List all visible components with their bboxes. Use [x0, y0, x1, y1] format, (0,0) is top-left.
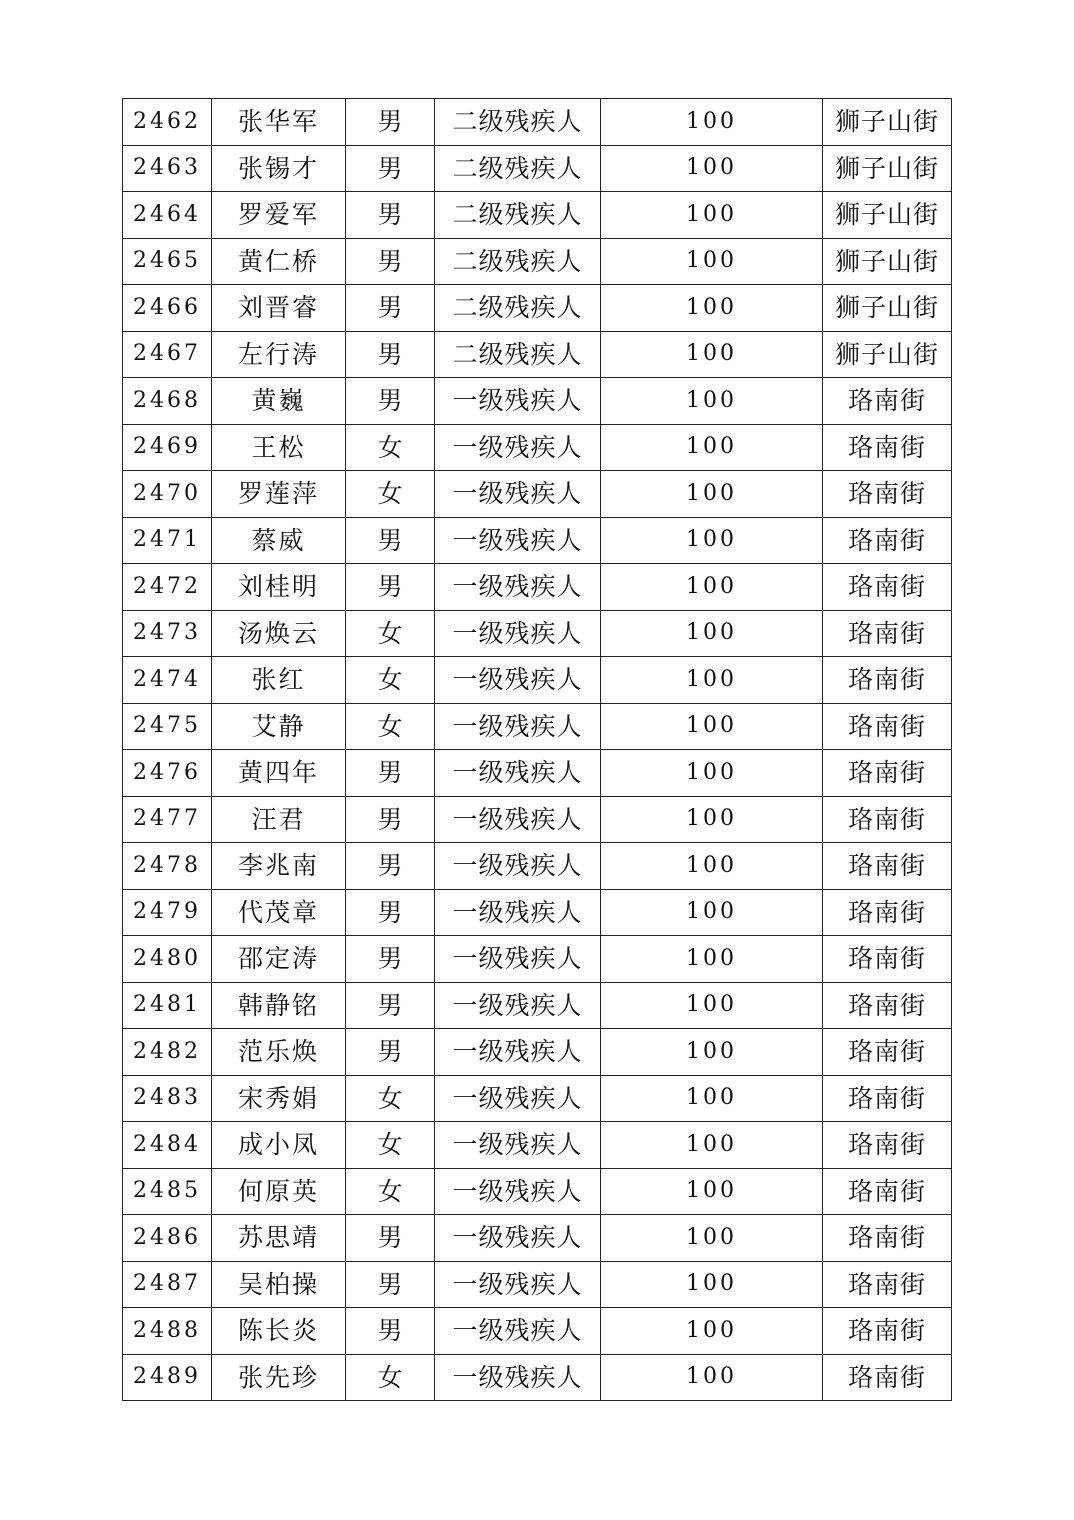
- table-row: [123, 796, 952, 843]
- table-row: [123, 192, 952, 239]
- table-row: [123, 1354, 952, 1401]
- amount-cell: 100: [601, 1122, 823, 1169]
- roster-table-body: [123, 99, 952, 1401]
- amount-cell: 100: [601, 1075, 823, 1122]
- serial-number-cell: 2479: [123, 889, 212, 936]
- gender-cell: 男: [346, 936, 435, 983]
- disability-level-cell: 一级残疾人: [435, 610, 601, 657]
- serial-number-cell: 2471: [123, 517, 212, 564]
- disability-level-cell: 一级残疾人: [435, 1308, 601, 1355]
- disability-level-cell: 一级残疾人: [435, 889, 601, 936]
- street-cell: 珞南街: [823, 517, 952, 564]
- gender-cell: 女: [346, 471, 435, 518]
- disability-level-cell: 二级残疾人: [435, 238, 601, 285]
- table-row: [123, 285, 952, 332]
- disability-level-cell: 一级残疾人: [435, 1122, 601, 1169]
- gender-cell: 男: [346, 1261, 435, 1308]
- gender-cell: 女: [346, 703, 435, 750]
- disability-level-cell: 二级残疾人: [435, 331, 601, 378]
- disability-level-cell: 一级残疾人: [435, 1261, 601, 1308]
- table-row: [123, 936, 952, 983]
- roster-table: [122, 98, 952, 1401]
- amount-cell: 100: [601, 750, 823, 797]
- street-cell: 珞南街: [823, 1122, 952, 1169]
- table-row: [123, 1168, 952, 1215]
- name-cell: 陈长炎: [212, 1308, 346, 1355]
- disability-level-cell: 二级残疾人: [435, 99, 601, 146]
- amount-cell: 100: [601, 1308, 823, 1355]
- gender-cell: 女: [346, 1075, 435, 1122]
- street-cell: 珞南街: [823, 750, 952, 797]
- gender-cell: 男: [346, 982, 435, 1029]
- name-cell: 罗爱军: [212, 192, 346, 239]
- name-cell: 蔡威: [212, 517, 346, 564]
- serial-number-cell: 2477: [123, 796, 212, 843]
- name-cell: 汤焕云: [212, 610, 346, 657]
- table-row: [123, 424, 952, 471]
- gender-cell: 男: [346, 889, 435, 936]
- gender-cell: 女: [346, 657, 435, 704]
- serial-number-cell: 2464: [123, 192, 212, 239]
- name-cell: 刘桂明: [212, 564, 346, 611]
- disability-level-cell: 一级残疾人: [435, 1075, 601, 1122]
- serial-number-cell: 2475: [123, 703, 212, 750]
- table-row: [123, 1215, 952, 1262]
- disability-level-cell: 一级残疾人: [435, 657, 601, 704]
- street-cell: 珞南街: [823, 889, 952, 936]
- serial-number-cell: 2489: [123, 1354, 212, 1401]
- street-cell: 珞南街: [823, 1075, 952, 1122]
- street-cell: 狮子山街: [823, 192, 952, 239]
- street-cell: 狮子山街: [823, 238, 952, 285]
- amount-cell: 100: [601, 378, 823, 425]
- table-row: [123, 610, 952, 657]
- disability-level-cell: 二级残疾人: [435, 192, 601, 239]
- serial-number-cell: 2485: [123, 1168, 212, 1215]
- serial-number-cell: 2481: [123, 982, 212, 1029]
- street-cell: 珞南街: [823, 564, 952, 611]
- serial-number-cell: 2472: [123, 564, 212, 611]
- table-row: [123, 1122, 952, 1169]
- gender-cell: 女: [346, 1354, 435, 1401]
- street-cell: 珞南街: [823, 471, 952, 518]
- amount-cell: 100: [601, 982, 823, 1029]
- amount-cell: 100: [601, 889, 823, 936]
- disability-level-cell: 一级残疾人: [435, 1215, 601, 1262]
- serial-number-cell: 2484: [123, 1122, 212, 1169]
- serial-number-cell: 2482: [123, 1029, 212, 1076]
- name-cell: 代茂章: [212, 889, 346, 936]
- amount-cell: 100: [601, 1029, 823, 1076]
- gender-cell: 男: [346, 285, 435, 332]
- gender-cell: 男: [346, 1308, 435, 1355]
- street-cell: 狮子山街: [823, 331, 952, 378]
- table-row: [123, 1261, 952, 1308]
- disability-level-cell: 二级残疾人: [435, 145, 601, 192]
- name-cell: 汪君: [212, 796, 346, 843]
- name-cell: 左行涛: [212, 331, 346, 378]
- table-row: [123, 517, 952, 564]
- street-cell: 珞南街: [823, 1354, 952, 1401]
- name-cell: 苏思靖: [212, 1215, 346, 1262]
- street-cell: 狮子山街: [823, 99, 952, 146]
- amount-cell: 100: [601, 796, 823, 843]
- table-row: [123, 750, 952, 797]
- name-cell: 宋秀娟: [212, 1075, 346, 1122]
- amount-cell: 100: [601, 610, 823, 657]
- table-row: [123, 657, 952, 704]
- name-cell: 张先珍: [212, 1354, 346, 1401]
- gender-cell: 男: [346, 1215, 435, 1262]
- street-cell: 珞南街: [823, 1308, 952, 1355]
- street-cell: 狮子山街: [823, 145, 952, 192]
- name-cell: 邵定涛: [212, 936, 346, 983]
- amount-cell: 100: [601, 517, 823, 564]
- name-cell: 黄四年: [212, 750, 346, 797]
- name-cell: 韩静铭: [212, 982, 346, 1029]
- table-row: [123, 703, 952, 750]
- gender-cell: 男: [346, 517, 435, 564]
- name-cell: 王松: [212, 424, 346, 471]
- table-row: [123, 331, 952, 378]
- table-row: [123, 1308, 952, 1355]
- gender-cell: 男: [346, 238, 435, 285]
- name-cell: 范乐焕: [212, 1029, 346, 1076]
- amount-cell: 100: [601, 424, 823, 471]
- street-cell: 珞南街: [823, 1168, 952, 1215]
- gender-cell: 男: [346, 796, 435, 843]
- name-cell: 张红: [212, 657, 346, 704]
- serial-number-cell: 2483: [123, 1075, 212, 1122]
- serial-number-cell: 2470: [123, 471, 212, 518]
- amount-cell: 100: [601, 331, 823, 378]
- serial-number-cell: 2469: [123, 424, 212, 471]
- serial-number-cell: 2467: [123, 331, 212, 378]
- gender-cell: 男: [346, 750, 435, 797]
- gender-cell: 女: [346, 1168, 435, 1215]
- disability-level-cell: 一级残疾人: [435, 982, 601, 1029]
- amount-cell: 100: [601, 1261, 823, 1308]
- disability-level-cell: 一级残疾人: [435, 843, 601, 890]
- disability-level-cell: 一级残疾人: [435, 1168, 601, 1215]
- amount-cell: 100: [601, 238, 823, 285]
- serial-number-cell: 2478: [123, 843, 212, 890]
- street-cell: 珞南街: [823, 610, 952, 657]
- amount-cell: 100: [601, 1215, 823, 1262]
- gender-cell: 男: [346, 331, 435, 378]
- serial-number-cell: 2474: [123, 657, 212, 704]
- table-row: [123, 378, 952, 425]
- amount-cell: 100: [601, 285, 823, 332]
- street-cell: 珞南街: [823, 378, 952, 425]
- amount-cell: 100: [601, 657, 823, 704]
- name-cell: 李兆南: [212, 843, 346, 890]
- gender-cell: 女: [346, 1122, 435, 1169]
- disability-level-cell: 一级残疾人: [435, 703, 601, 750]
- serial-number-cell: 2465: [123, 238, 212, 285]
- serial-number-cell: 2463: [123, 145, 212, 192]
- street-cell: 珞南街: [823, 703, 952, 750]
- gender-cell: 男: [346, 1029, 435, 1076]
- disability-level-cell: 一级残疾人: [435, 796, 601, 843]
- name-cell: 成小凤: [212, 1122, 346, 1169]
- disability-level-cell: 一级残疾人: [435, 471, 601, 518]
- table-row: [123, 564, 952, 611]
- amount-cell: 100: [601, 471, 823, 518]
- amount-cell: 100: [601, 703, 823, 750]
- table-row: [123, 238, 952, 285]
- gender-cell: 男: [346, 99, 435, 146]
- serial-number-cell: 2487: [123, 1261, 212, 1308]
- gender-cell: 男: [346, 843, 435, 890]
- table-row: [123, 843, 952, 890]
- disability-level-cell: 一级残疾人: [435, 1029, 601, 1076]
- amount-cell: 100: [601, 843, 823, 890]
- disability-level-cell: 一级残疾人: [435, 424, 601, 471]
- gender-cell: 女: [346, 610, 435, 657]
- table-row: [123, 982, 952, 1029]
- table-row: [123, 1029, 952, 1076]
- amount-cell: 100: [601, 99, 823, 146]
- amount-cell: 100: [601, 936, 823, 983]
- street-cell: 珞南街: [823, 1215, 952, 1262]
- street-cell: 珞南街: [823, 1261, 952, 1308]
- table-row: [123, 471, 952, 518]
- name-cell: 罗莲萍: [212, 471, 346, 518]
- disability-level-cell: 一级残疾人: [435, 378, 601, 425]
- street-cell: 珞南街: [823, 657, 952, 704]
- disability-level-cell: 一级残疾人: [435, 517, 601, 564]
- street-cell: 珞南街: [823, 796, 952, 843]
- table-row: [123, 1075, 952, 1122]
- gender-cell: 女: [346, 424, 435, 471]
- name-cell: 吴柏操: [212, 1261, 346, 1308]
- street-cell: 狮子山街: [823, 285, 952, 332]
- disability-level-cell: 一级残疾人: [435, 564, 601, 611]
- street-cell: 珞南街: [823, 936, 952, 983]
- serial-number-cell: 2473: [123, 610, 212, 657]
- serial-number-cell: 2462: [123, 99, 212, 146]
- serial-number-cell: 2480: [123, 936, 212, 983]
- serial-number-cell: 2466: [123, 285, 212, 332]
- table-row: [123, 889, 952, 936]
- serial-number-cell: 2468: [123, 378, 212, 425]
- amount-cell: 100: [601, 1354, 823, 1401]
- street-cell: 珞南街: [823, 1029, 952, 1076]
- serial-number-cell: 2486: [123, 1215, 212, 1262]
- amount-cell: 100: [601, 564, 823, 611]
- amount-cell: 100: [601, 1168, 823, 1215]
- amount-cell: 100: [601, 192, 823, 239]
- name-cell: 艾静: [212, 703, 346, 750]
- serial-number-cell: 2488: [123, 1308, 212, 1355]
- name-cell: 何原英: [212, 1168, 346, 1215]
- name-cell: 刘晋睿: [212, 285, 346, 332]
- street-cell: 珞南街: [823, 843, 952, 890]
- disability-level-cell: 一级残疾人: [435, 1354, 601, 1401]
- table-row: [123, 99, 952, 146]
- serial-number-cell: 2476: [123, 750, 212, 797]
- amount-cell: 100: [601, 145, 823, 192]
- name-cell: 黄巍: [212, 378, 346, 425]
- gender-cell: 男: [346, 145, 435, 192]
- name-cell: 黄仁桥: [212, 238, 346, 285]
- disability-level-cell: 二级残疾人: [435, 285, 601, 332]
- table-row: [123, 145, 952, 192]
- disability-level-cell: 一级残疾人: [435, 936, 601, 983]
- name-cell: 张锡才: [212, 145, 346, 192]
- name-cell: 张华军: [212, 99, 346, 146]
- street-cell: 珞南街: [823, 424, 952, 471]
- gender-cell: 男: [346, 564, 435, 611]
- street-cell: 珞南街: [823, 982, 952, 1029]
- disability-level-cell: 一级残疾人: [435, 750, 601, 797]
- gender-cell: 男: [346, 378, 435, 425]
- gender-cell: 男: [346, 192, 435, 239]
